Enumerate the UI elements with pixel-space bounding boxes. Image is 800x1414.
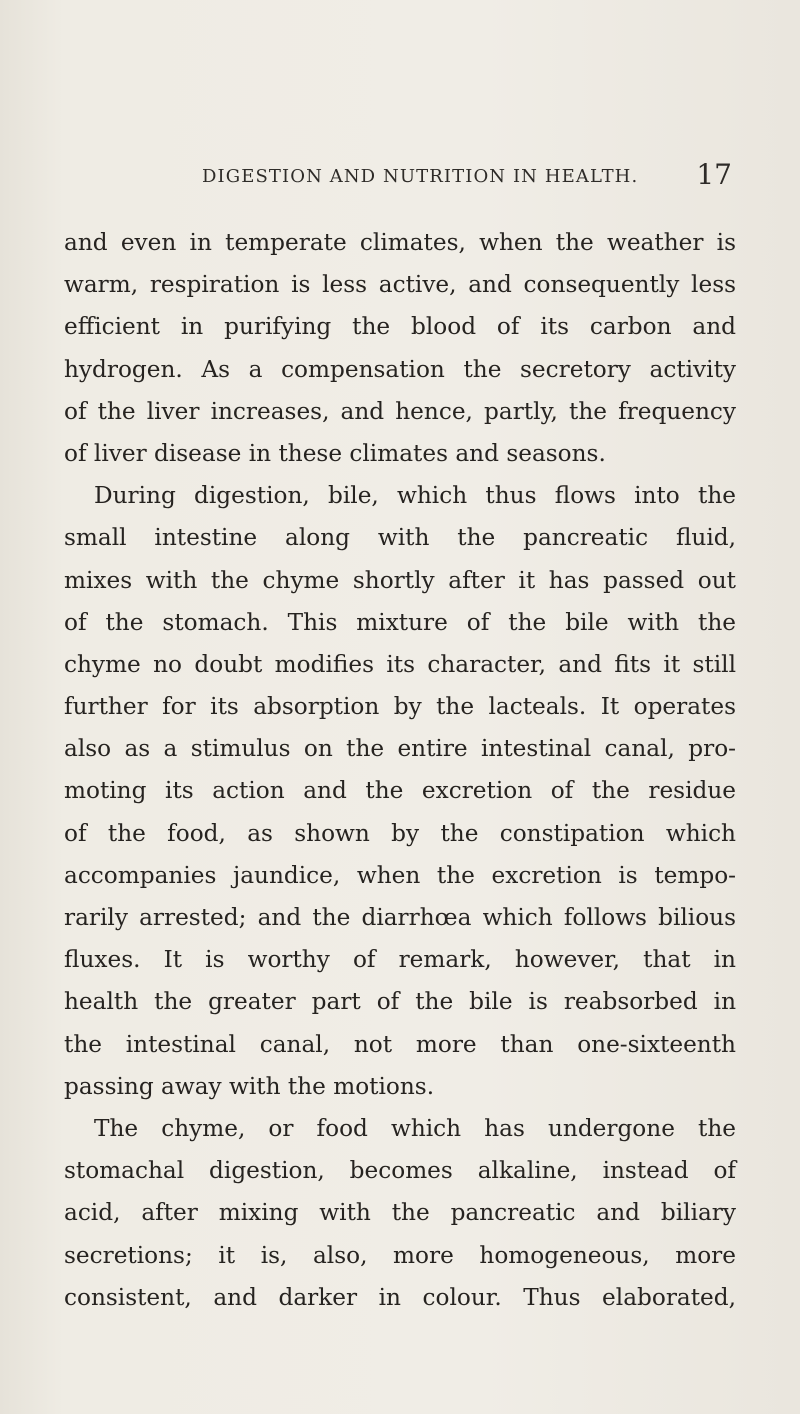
text-line: further for its absorption by the lacteals. It operates — [64, 693, 736, 721]
running-head — [202, 158, 732, 194]
text-line: hydrogen. As a compensation the secretory activity — [64, 355, 736, 383]
text-line: small intestine along with the pancreatic fluid, — [64, 524, 736, 552]
text-line: secretions; it is, also, more homogeneous, more — [64, 1241, 736, 1269]
text-line: of liver disease in these climates and seasons. — [64, 439, 606, 467]
text-line: stomachal digestion, becomes alkaline, instead of — [64, 1157, 736, 1185]
text-line: the intestinal canal, not more than one-sixteenth — [64, 1030, 736, 1058]
running-head-title: DIGESTION AND NUTRITION IN HEALTH. — [202, 166, 639, 187]
text-line: of the food, as shown by the constipation which — [64, 819, 736, 847]
text-line: accompanies jaundice, when the excretion is tempo- — [64, 861, 736, 889]
body-text — [64, 222, 736, 1319]
text-line: rarily arrested; and the diarrhœa which follows bilious — [64, 904, 736, 931]
text-line: and even in temperate climates, when the weather is — [64, 229, 736, 256]
text-line: efficient in purifying the blood of its carbon and — [64, 313, 736, 341]
text-line: consistent, and darker in colour. Thus elaborated, — [64, 1283, 736, 1311]
text-line: of the liver increases, and hence, partly, the frequency — [64, 397, 736, 425]
text-line: moting its action and the excretion of the residue — [64, 777, 736, 805]
text-line: The chyme, or food which has undergone the — [94, 1114, 736, 1142]
page-number: 17 — [696, 158, 732, 191]
text-line: health the greater part of the bile is reabsorbed in — [64, 988, 736, 1016]
text-line: acid, after mixing with the pancreatic and biliary — [64, 1199, 736, 1227]
text-line: fluxes. It is worthy of remark, however, that in — [64, 946, 736, 974]
text-line: During digestion, bile, which thus flows into the — [94, 482, 736, 510]
text-line: mixes with the chyme shortly after it has passed out — [64, 566, 736, 594]
text-line: passing away with the motions. — [64, 1072, 435, 1100]
text-line: of the stomach. This mixture of the bile with the — [64, 608, 736, 636]
text-line: warm, respiration is less active, and consequently less — [64, 271, 736, 299]
text-line: also as a stimulus on the entire intestinal canal, pro- — [64, 735, 736, 763]
text-line: chyme no doubt modifies its character, and fits it still — [64, 650, 736, 678]
